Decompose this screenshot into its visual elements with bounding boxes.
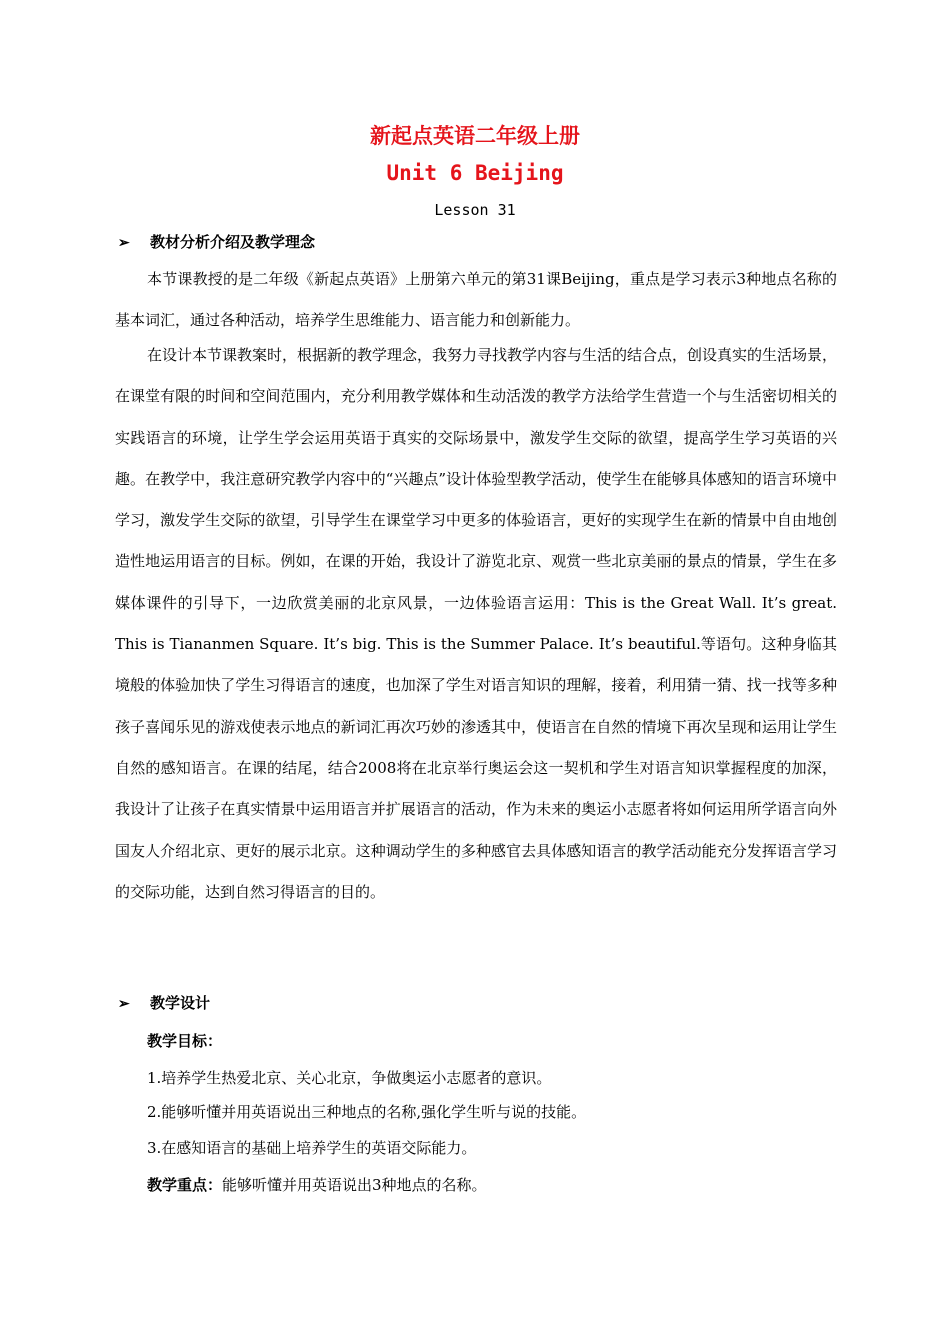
document-title: 新起点英语二年级上册 — [370, 123, 580, 148]
teaching-key-label: 教学重点： — [147, 1176, 223, 1194]
arrow-bullet-icon: ➢ — [118, 235, 130, 251]
goal-item-3: 3.在感知语言的基础上培养学生的英语交际能力。 — [147, 1139, 477, 1157]
teaching-key-point — [147, 1173, 487, 1197]
section-heading-analysis — [118, 230, 315, 255]
teaching-goals-label: 教学目标： — [147, 1032, 223, 1050]
paragraph-intro: 本节课教授的是二年级《新起点英语》上册第六单元的第31课Beijing，重点是学习表示3种地点名称的基本词汇，通过各种活动，培养学生思维能力、语言能力和创新能力。 — [115, 270, 837, 330]
goal-item-1: 1.培养学生热爱北京、关心北京，争做奥运小志愿者的意识。 — [147, 1069, 552, 1087]
lesson-label: Lesson 31 — [434, 201, 516, 219]
goal-item-2: 2.能够听懂并用英语说出三种地点的名称,强化学生听与说的技能。 — [147, 1103, 587, 1121]
paragraph-design-philosophy: 在设计本节课教案时，根据新的教学理念，我努力寻找教学内容与生活的结合点，创设真实的生活场景，在课堂有限的时间和空间范围内，充分利用教学媒体和生动活泼的教学方法给学生营造一个与生活密切相关的实践语言的环境，让学生学会运用英语于真实的交际场景中，激发学生交际的欲望，提高学生学习英语的兴趣。在教学中，我注意研究教学内容中的“兴趣点”设计体验型教学活动，使学生在能够具体感知的语言环境中学习，激发学生交际的欲望，引导学生在课堂学习中更多的体验语言，更好的实现学生在新的情景中自由地创造性地运用语言的目标。例如，在课的开始，我设计了游览北京、观赏一些北京美丽的景点的情景，学生在多媒体课件的引导下，一边欣赏美丽的北京风景，一边体验语言运用：This is the Great Wall. It’s great. This is Tiananmen Square. It’s big. This is the Summer Palace. It’s beautiful.等语句。这种身临其境般的体验加快了学生习得语言的速度，也加深了学生对语言知识的理解，接着，利用猜一猜、找一找等多种孩子喜闻乐见的游戏使表示地点的新词汇再次巧妙的渗透其中，使语言在自然的情境下再次呈现和运用让学生自然的感知语言。在课的结尾，结合2008将在北京举行奥运会这一契机和学生对语言知识掌握程度的加深，我设计了让孩子在真实情景中运用语言并扩展语言的活动，作为未来的奥运小志愿者将如何运用所学语言向外国友人介绍北京、更好的展示北京。这种调动学生的多种感官去具体感知语言的教学活动能充分发挥语言学习的交际功能，达到自然习得语言的目的。 — [115, 346, 838, 901]
teaching-key-text: 能够听懂并用英语说出3种地点的名称。 — [222, 1176, 487, 1194]
section-heading-design — [118, 991, 210, 1016]
section-heading-text: 教材分析介绍及教学理念 — [150, 233, 316, 251]
unit-title: Unit 6 Beijing — [386, 161, 564, 185]
arrow-bullet-icon: ➢ — [118, 996, 130, 1012]
section-heading-text: 教学设计 — [150, 994, 211, 1012]
